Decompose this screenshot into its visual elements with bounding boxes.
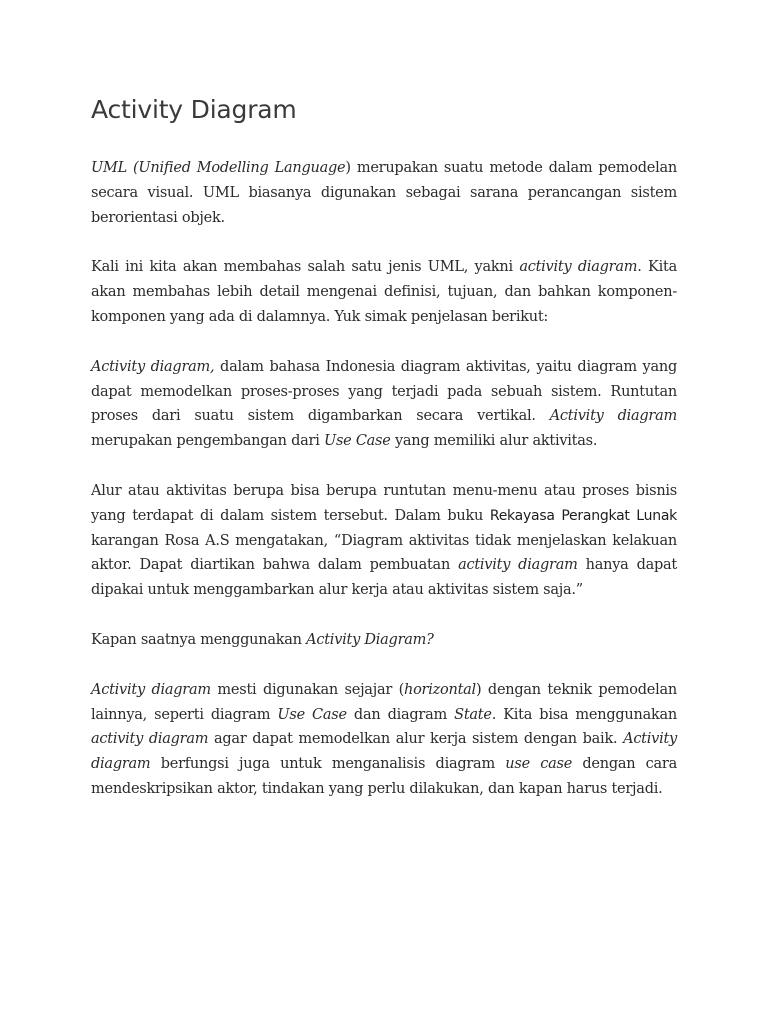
document-page	[91, 93, 677, 827]
document-title: Activity Diagram	[91, 95, 297, 124]
activity-diagram-term: Activity Diagram?	[306, 631, 434, 648]
text-run: Kapan saatnya menggunakan	[91, 631, 307, 648]
activity-diagram-term: Activity diagram,	[91, 358, 215, 375]
text-run: agar dapat memodelkan alur kerja sistem dengan baik.	[208, 731, 624, 748]
paragraph-when-to-use-heading	[91, 628, 677, 653]
text-run: dengan cara mendeskripsikan aktor, tindakan yang perlu dilakukan, dan kapan harus terjadi.	[91, 756, 677, 797]
text-run: berfungsi juga untuk menganalisis diagram	[150, 756, 506, 773]
use-case-term: Use Case	[277, 706, 347, 723]
activity-diagram-term: activity diagram	[91, 731, 209, 748]
book-title: Rekayasa Perangkat Lunak	[489, 507, 678, 524]
horizontal-term: horizontal	[403, 681, 476, 698]
use-case-term: Use Case	[323, 433, 391, 450]
use-case-term: use case	[505, 756, 573, 773]
activity-diagram-term: activity diagram	[458, 557, 578, 574]
activity-diagram-term: Activity diagram	[91, 731, 677, 773]
text-run: ) dengan teknik pemodelan lainnya, seperti diagram	[91, 681, 677, 723]
text-run: Kali ini kita akan membahas salah satu jenis UML, yakni	[91, 259, 520, 276]
text-run: mesti digunakan sejajar (	[210, 681, 404, 698]
paragraph-topic-intro	[91, 255, 677, 329]
paragraph-when-to-use	[91, 678, 677, 802]
text-run: . Kita bisa menggunakan	[491, 706, 677, 723]
text-run: hanya dapat dipakai untuk menggambarkan alur kerja atau aktivitas sistem saja.”	[91, 557, 678, 599]
activity-diagram-term: Activity diagram	[91, 681, 211, 698]
text-run: dan diagram	[346, 706, 455, 723]
text-run: Alur atau aktivitas berupa bisa berupa runtutan menu-menu atau proses bisnis yang terdapat di dalam sistem tersebut. Dalam buku	[91, 482, 677, 524]
text-run: yang memiliki alur aktivitas.	[390, 433, 598, 450]
text-run: ) merupakan suatu metode dalam pemodelan secara visual. UML biasanya digunakan sebagai sarana perancangan sistem berorientasi objek.	[91, 160, 678, 226]
state-term: State	[454, 706, 492, 723]
paragraph-book-quote	[91, 479, 677, 603]
text-run: . Kita akan membahas lebih detail mengenai definisi, tujuan, dan bahkan komponen-komponen yang ada di dalamnya. Yuk simak penjelasan berikut:	[91, 259, 677, 325]
activity-diagram-term: Activity diagram	[549, 408, 677, 425]
paragraph-definition	[91, 355, 677, 454]
uml-term: UML (Unified Modelling Language	[91, 160, 346, 176]
text-run: karangan Rosa A.S mengatakan, “Diagram aktivitas tidak menjelaskan kelakuan aktor. Dapat diartikan bahwa dalam pembuatan	[91, 532, 677, 574]
text-run: dalam bahasa Indonesia diagram aktivitas, yaitu diagram yang dapat memodelkan proses-proses yang terjadi pada sebuah sistem. Runtutan proses dari suatu sistem digambarkan secara vertikal.	[91, 358, 677, 425]
activity-diagram-term: activity diagram	[519, 259, 638, 276]
text-run: merupakan pengembangan dari	[91, 433, 324, 450]
paragraph-uml-intro	[91, 156, 677, 230]
